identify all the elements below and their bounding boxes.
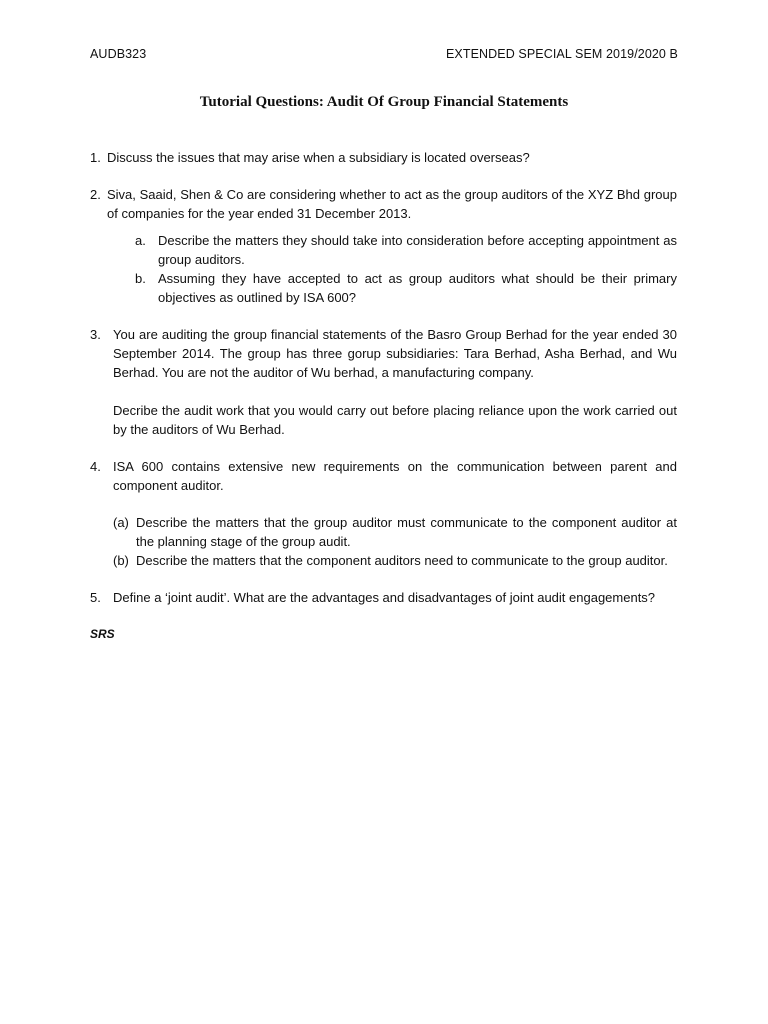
- subquestion-2b: [135, 269, 677, 307]
- semester-label: EXTENDED SPECIAL SEM 2019/2020 B: [445, 47, 678, 61]
- document-title: Tutorial Questions: Audit Of Group Financial Statements: [199, 94, 569, 110]
- question-text: Discuss the issues that may arise when a subsidiary is located overseas?: [107, 150, 530, 165]
- page-header: [90, 45, 678, 64]
- question-number: 5.: [90, 590, 101, 605]
- question-number: 4.: [90, 459, 101, 474]
- question-3: [90, 325, 677, 439]
- author-initials: SRS: [90, 627, 115, 641]
- subquestion-2a: [135, 231, 677, 269]
- subquestion-4a: [113, 513, 677, 551]
- question-1: [90, 148, 677, 167]
- question-text: Siva, Saaid, Shen & Co are considering whether to act as the group auditors of the XYZ Bhd group of companies for the year ended 31 December 2013.: [107, 187, 677, 221]
- subquestion-text: Describe the matters that the group auditor must communicate to the component auditor at the planning stage of the group audit.: [136, 515, 677, 549]
- subquestion-marker: (a): [113, 515, 129, 530]
- question-text-continued: Decribe the audit work that you would carry out before placing reliance upon the work carried out by the auditors of Wu Berhad.: [113, 403, 677, 437]
- subquestion-marker: a.: [135, 233, 146, 248]
- question-5: [90, 588, 677, 607]
- subquestion-4b: [113, 551, 677, 570]
- question-text: You are auditing the group financial statements of the Basro Group Berhad for the year ended 30 September 2014. The group has three gorup subsidiaries: Tara Berhad, Asha Berhad, and Wu Berhad. You are not the auditor of Wu berhad, a manufacturing company.: [113, 327, 677, 380]
- course-code: AUDB323: [90, 47, 147, 61]
- question-list: [90, 148, 677, 644]
- question-number: 1.: [90, 150, 101, 165]
- question-number: 3.: [90, 327, 101, 342]
- subquestion-marker: b.: [135, 271, 146, 286]
- question-text: Define a ‘joint audit’. What are the advantages and disadvantages of joint audit engagements?: [113, 590, 656, 605]
- subquestion-text: Describe the matters they should take into consideration before accepting appointment as group auditors.: [158, 233, 677, 267]
- subquestion-text: Describe the matters that the component auditors need to communicate to the group auditor.: [136, 553, 668, 568]
- question-number: 2.: [90, 187, 101, 202]
- subquestion-marker: (b): [113, 553, 129, 568]
- question-text: ISA 600 contains extensive new requirements on the communication between parent and component auditor.: [113, 459, 677, 493]
- question-4: [90, 457, 677, 495]
- question-2: [90, 185, 677, 223]
- subquestion-text: Assuming they have accepted to act as group auditors what should be their primary objectives as outlined by ISA 600?: [158, 271, 677, 305]
